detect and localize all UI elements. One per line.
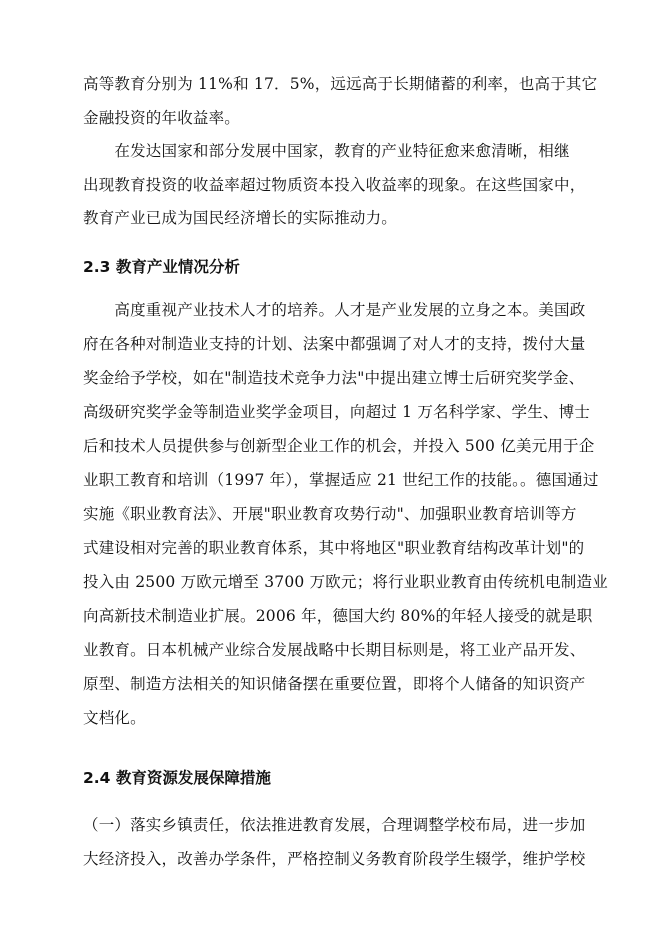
section-2-3-line-3: 奖金给予学校，如在"制造技术竞争力法"中提出建立博士后研究奖学金、: [83, 369, 585, 387]
section-2-3-line-10: 向高新技术制造业扩展。2006 年，德国大约 80%的年轻人接受的就是职: [83, 607, 593, 625]
paragraph-2-line-3: 教育产业已成为国民经济增长的实际推动力。: [83, 209, 398, 227]
paragraph-1-line-1: 高等教育分别为 11%和 17．5%，远远高于长期储蓄的利率，也高于其它: [83, 75, 598, 93]
section-2-4-line-2: 大经济投入，改善办学条件，严格控制义务教育阶段学生辍学，维护学校: [83, 850, 586, 868]
section-2-3-line-12: 原型、制造方法相关的知识储备摆在重要位置，即将个人储备的知识资产: [83, 675, 586, 693]
section-2-3-line-6: 业职工教育和培训（1997 年），掌握适应 21 世纪工作的技能。。德国通过: [83, 471, 599, 489]
paragraph-2-line-1: 在发达国家和部分发展中国家，教育的产业特征愈来愈清晰，相继: [83, 142, 570, 160]
section-2-3-heading: 2.3 教育产业情况分析: [83, 258, 240, 276]
section-2-3-line-9: 投入由 2500 万欧元增至 3700 万欧元；将行业职业教育由传统机电制造业: [83, 573, 608, 591]
section-2-4-heading: 2.4 教育资源发展保障措施: [83, 769, 271, 787]
section-2-3-line-2: 府在各种对制造业支持的计划、法案中都强调了对人才的支持，拨付大量: [83, 335, 586, 353]
section-2-3-line-7: 实施《职业教育法》、开展"职业教育攻势行动"、加强职业教育培训等方: [83, 505, 577, 523]
section-2-4-line-1: （一）落实乡镇责任，依法推进教育发展，合理调整学校布局，进一步加: [83, 816, 586, 834]
section-2-3-line-13: 文档化。: [83, 709, 146, 727]
section-2-3-line-11: 业教育。日本机械产业综合发展战略中长期目标则是，将工业产品开发、: [83, 641, 586, 659]
paragraph-1-line-2: 金融投资的年收益率。: [83, 109, 241, 127]
section-2-3-line-5: 后和技术人员提供参与创新型企业工作的机会，并投入 500 亿美元用于企: [83, 437, 595, 455]
section-2-3-line-4: 高级研究奖学金等制造业奖学金项目，向超过 1 万名科学家、学生、博士: [83, 403, 591, 421]
section-2-3-line-8: 式建设相对完善的职业教育体系，其中将地区"职业教育结构改革计划"的: [83, 539, 585, 557]
section-2-3-line-1: 高度重视产业技术人才的培养。人才是产业发展的立身之本。美国政: [83, 301, 586, 319]
paragraph-2-line-2: 出现教育投资的收益率超过物质资本投入收益率的现象。在这些国家中，: [83, 176, 586, 194]
